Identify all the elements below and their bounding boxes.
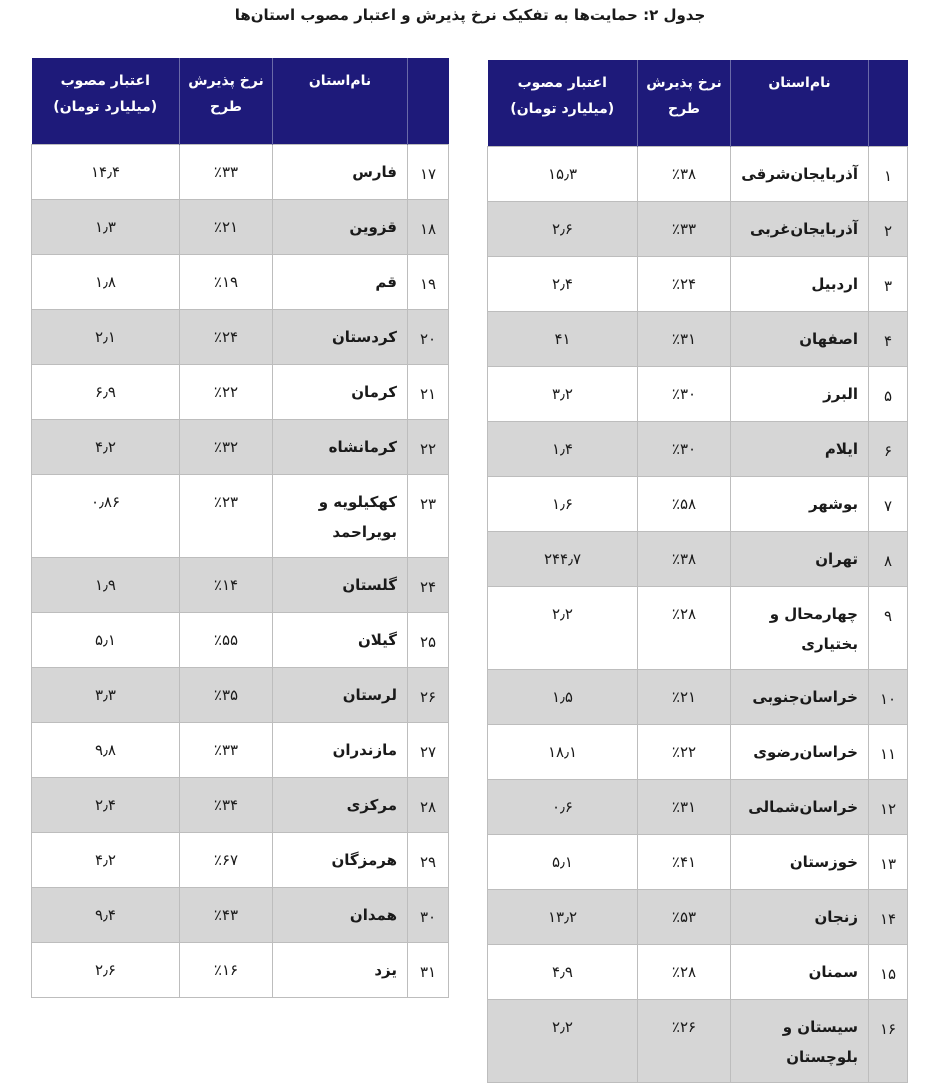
credit-header [32,58,180,144]
acceptance-rate-cell: ٪۳۸ [638,531,731,586]
table-row [488,944,908,999]
approved-credit-cell: ۰٫۶ [488,779,638,834]
province-name: قم [375,272,397,291]
province-name-cell [273,199,408,254]
row-number-cell: ۱۰ [869,669,908,724]
acceptance-rate-cell: ٪۳۰ [638,421,731,476]
province-header-label: نام‌استان [768,75,831,91]
table-row [32,557,449,612]
province-name: آذربایجان‌شرقی [741,164,858,183]
acceptance-rate-cell: ٪۳۴ [180,777,273,832]
province-name: قزوین [349,217,397,236]
acceptance-rate-cell: ٪۳۲ [180,419,273,474]
province-name-cell [731,311,869,366]
province-name-cell [273,887,408,942]
table-row [488,421,908,476]
approved-credit-cell: ۵٫۱ [32,612,180,667]
approved-credit-cell: ۲۴۴٫۷ [488,531,638,586]
table-caption: جدول ۲: حمایت‌ها به تفکیک نرخ پذیرش و اعتبار مصوب استان‌ها [234,6,706,24]
province-name-cell [273,144,408,199]
row-number-cell: ۲۴ [408,557,449,612]
table-row [488,669,908,724]
approved-credit-cell: ۳٫۳ [32,667,180,722]
table-row [488,201,908,256]
row-number-cell: ۶ [869,421,908,476]
acceptance-rate-cell: ٪۱۹ [180,254,273,309]
rate-header [180,58,273,144]
province-name: سیستان و [782,1017,858,1036]
table-row [32,667,449,722]
province-name-cell [731,724,869,779]
province-name-cell [273,419,408,474]
province-name-cell [731,834,869,889]
row-number-cell: ۲ [869,201,908,256]
acceptance-rate-cell: ٪۲۴ [180,309,273,364]
approved-credit-cell: ۱٫۳ [32,199,180,254]
province-name-cell [273,777,408,832]
row-number-cell: ۳۱ [408,942,449,997]
row-number-cell: ۲۲ [408,419,449,474]
acceptance-rate-cell: ٪۵۳ [638,889,731,944]
row-number-cell: ۲۱ [408,364,449,419]
table-row [32,474,449,557]
approved-credit-cell: ۲٫۶ [488,201,638,256]
index-header [408,58,449,144]
approved-credit-cell: ۲٫۱ [32,309,180,364]
province-name: سمنان [808,962,858,981]
province-name-cell [731,669,869,724]
row-number-cell: ۲۵ [408,612,449,667]
acceptance-rate-cell: ٪۲۲ [638,724,731,779]
rate-header-line2: طرح [210,99,242,115]
province-name: خراسان‌جنوبی [752,687,858,706]
acceptance-rate-cell: ٪۱۴ [180,557,273,612]
row-number-cell: ۴ [869,311,908,366]
approved-credit-cell: ۹٫۴ [32,887,180,942]
approved-credit-cell: ۳٫۲ [488,366,638,421]
province-name: لرستان [342,685,397,704]
credit-header-line2: (میلیارد تومان) [53,99,158,115]
credit-header-line2: (میلیارد تومان) [510,101,615,117]
acceptance-rate-cell: ٪۳۸ [638,146,731,201]
province-name-cell [273,612,408,667]
acceptance-rate-cell: ٪۱۶ [180,942,273,997]
approved-credit-cell: ۱۳٫۲ [488,889,638,944]
approved-credit-cell: ۲٫۴ [488,256,638,311]
province-name-cell [731,366,869,421]
table-row [488,146,908,201]
approved-credit-cell: ۴٫۲ [32,419,180,474]
table-row [488,586,908,669]
table-row [488,999,908,1082]
province-name-cell [731,999,869,1082]
acceptance-rate-cell: ٪۳۱ [638,779,731,834]
row-number-cell: ۱۶ [869,999,908,1082]
province-name: مازندران [332,740,397,759]
row-number-cell: ۱۲ [869,779,908,834]
acceptance-rate-cell: ٪۲۳ [180,474,273,557]
province-name: گلستان [342,575,397,594]
row-number-cell: ۳۰ [408,887,449,942]
row-number-cell: ۹ [869,586,908,669]
row-number-cell: ۲۷ [408,722,449,777]
acceptance-rate-cell: ٪۲۸ [638,944,731,999]
province-name-cell [731,421,869,476]
acceptance-rate-cell: ٪۴۱ [638,834,731,889]
row-number-cell: ۲۸ [408,777,449,832]
province-name: تهران [815,549,858,568]
province-name: کرمانشاه [328,437,397,456]
province-name-cell [731,531,869,586]
approved-credit-cell: ۱۵٫۳ [488,146,638,201]
province-header [731,60,869,146]
approved-credit-cell: ۴٫۲ [32,832,180,887]
provinces-table-left [31,58,449,998]
acceptance-rate-cell: ٪۲۸ [638,586,731,669]
approved-credit-cell: ۲٫۲ [488,586,638,669]
table-row [488,834,908,889]
acceptance-rate-cell: ٪۲۶ [638,999,731,1082]
row-number-cell: ۳ [869,256,908,311]
rate-header-line2: طرح [668,101,700,117]
table-row [488,311,908,366]
table-row [32,777,449,832]
table-row [488,724,908,779]
approved-credit-cell: ۱۸٫۱ [488,724,638,779]
province-name: اصفهان [799,329,858,348]
province-name: چهارمحال و [769,604,858,623]
province-name-cell [731,146,869,201]
province-name: بوشهر [808,494,858,513]
province-name: اردبیل [811,274,858,293]
province-name-cell [273,722,408,777]
province-name: هرمزگان [331,850,397,869]
table-header-row [488,60,908,146]
table-row [488,366,908,421]
approved-credit-cell: ۱٫۴ [488,421,638,476]
approved-credit-cell: ۶٫۹ [32,364,180,419]
row-number-cell: ۱۳ [869,834,908,889]
province-name-line2: بویراحمد [332,522,397,541]
acceptance-rate-cell: ٪۵۵ [180,612,273,667]
acceptance-rate-cell: ٪۶۷ [180,832,273,887]
row-number-cell: ۲۶ [408,667,449,722]
approved-credit-cell: ۵٫۱ [488,834,638,889]
province-name: آذربایجان‌غربی [749,219,858,238]
row-number-cell: ۲۹ [408,832,449,887]
approved-credit-cell: ۲٫۴ [32,777,180,832]
approved-credit-cell: ۱٫۶ [488,476,638,531]
table-row [32,144,449,199]
row-number-cell: ۱۷ [408,144,449,199]
table-row [32,309,449,364]
province-name: خراسان‌شمالی [748,797,858,816]
province-name: خوزستان [789,852,858,871]
table-row [488,476,908,531]
table-row [32,199,449,254]
acceptance-rate-cell: ٪۳۵ [180,667,273,722]
province-name: همدان [349,905,397,924]
acceptance-rate-cell: ٪۲۱ [180,199,273,254]
rate-header [638,60,731,146]
province-name: کهکیلویه و [318,492,397,511]
province-name-cell [273,832,408,887]
table-header-row [32,58,449,144]
approved-credit-cell: ۱٫۸ [32,254,180,309]
approved-credit-cell: ۰٫۸۶ [32,474,180,557]
province-name: یزد [374,960,397,979]
row-number-cell: ۸ [869,531,908,586]
province-name-cell [273,557,408,612]
province-name-cell [731,256,869,311]
row-number-cell: ۱۴ [869,889,908,944]
acceptance-rate-cell: ٪۴۳ [180,887,273,942]
province-name: البرز [823,384,858,403]
province-name: کرمان [351,382,397,401]
province-name-cell [273,254,408,309]
acceptance-rate-cell: ٪۲۴ [638,256,731,311]
row-number-cell: ۵ [869,366,908,421]
province-name: کردستان [331,327,397,346]
province-name-cell [731,889,869,944]
row-number-cell: ۲۳ [408,474,449,557]
approved-credit-cell: ۱٫۵ [488,669,638,724]
provinces-table-right [487,60,908,1083]
approved-credit-cell: ۱٫۹ [32,557,180,612]
province-name: مرکزی [346,795,397,814]
province-name-cell [273,667,408,722]
acceptance-rate-cell: ٪۳۳ [638,201,731,256]
row-number-cell: ۱۹ [408,254,449,309]
table-row [32,364,449,419]
approved-credit-cell: ۴٫۹ [488,944,638,999]
index-header [869,60,908,146]
acceptance-rate-cell: ٪۵۸ [638,476,731,531]
table-row [488,256,908,311]
province-name: ایلام [824,439,858,458]
rate-header-line1: نرخ پذیرش [188,73,264,89]
province-name-cell [273,364,408,419]
province-name-cell [731,779,869,834]
acceptance-rate-cell: ٪۲۱ [638,669,731,724]
province-name-cell [731,944,869,999]
approved-credit-cell: ۹٫۸ [32,722,180,777]
province-name-line2: بختیاری [801,634,858,653]
province-name-cell [731,586,869,669]
province-name-cell [273,942,408,997]
row-number-cell: ۱۵ [869,944,908,999]
province-name: فارس [352,162,397,181]
row-number-cell: ۱۸ [408,199,449,254]
approved-credit-cell: ۴۱ [488,311,638,366]
row-number-cell: ۲۰ [408,309,449,364]
table-row [488,779,908,834]
province-name-cell [731,201,869,256]
table-body-left [32,144,449,997]
province-name-line2: بلوچستان [786,1047,858,1066]
table-row [32,419,449,474]
acceptance-rate-cell: ٪۳۱ [638,311,731,366]
table-row [32,942,449,997]
province-header [273,58,408,144]
province-header-label: نام‌استان [308,73,372,89]
acceptance-rate-cell: ٪۳۳ [180,144,273,199]
table-row [32,832,449,887]
approved-credit-cell: ۲٫۲ [488,999,638,1082]
province-name-cell [731,476,869,531]
table-row [32,887,449,942]
acceptance-rate-cell: ٪۳۰ [638,366,731,421]
acceptance-rate-cell: ٪۲۲ [180,364,273,419]
row-number-cell: ۱ [869,146,908,201]
table-row [488,889,908,944]
row-number-cell: ۱۱ [869,724,908,779]
row-number-cell: ۷ [869,476,908,531]
province-name-cell [273,474,408,557]
approved-credit-cell: ۱۴٫۴ [32,144,180,199]
credit-header-line1: اعتبار مصوب [517,75,607,91]
table-body-right [488,146,908,1082]
table-row [488,531,908,586]
table-row [32,254,449,309]
table-row [32,722,449,777]
rate-header-line1: نرخ پذیرش [646,75,722,91]
province-name: خراسان‌رضوی [753,742,858,761]
table-row [32,612,449,667]
credit-header-line1: اعتبار مصوب [60,73,150,89]
approved-credit-cell: ۲٫۶ [32,942,180,997]
credit-header [488,60,638,146]
province-name-cell [273,309,408,364]
acceptance-rate-cell: ٪۳۳ [180,722,273,777]
province-name: گیلان [357,630,397,649]
province-name: زنجان [814,907,858,926]
